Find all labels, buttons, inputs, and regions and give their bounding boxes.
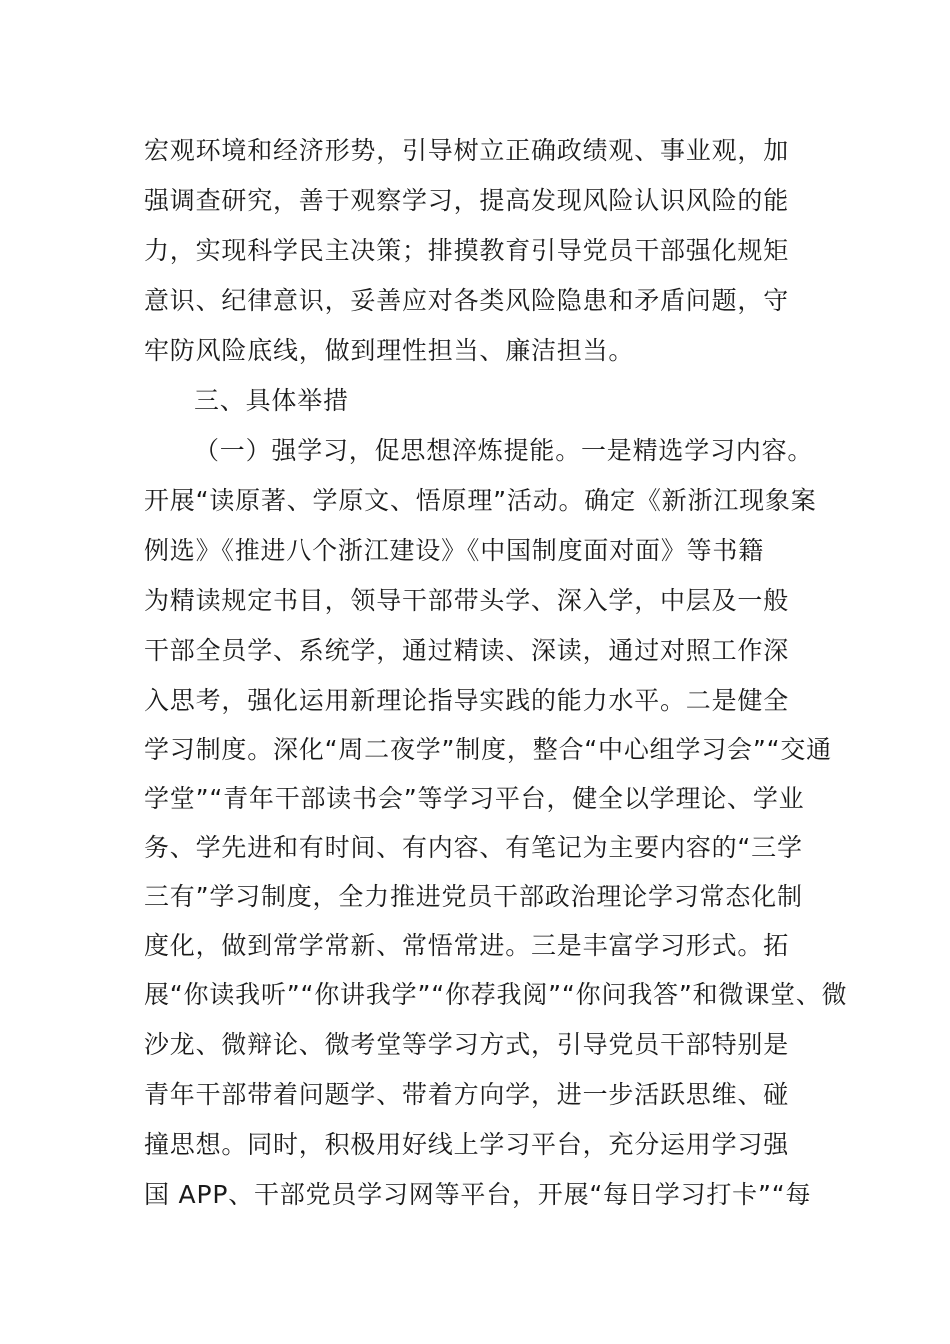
text-line: 入思考，强化运用新理论指导实践的能力水平。二是健全 — [144, 686, 790, 715]
text-line: 三有”学习制度，全力推进党员干部政治理论学习常态化制 — [144, 882, 803, 911]
subsection-heading-line: （一）强学习，促思想淬炼提能。一是精选学习内容。 — [194, 436, 814, 465]
text-line: 展“你读我听”“你讲我学”“你荐我阅”“你问我答”和微课堂、微 — [144, 980, 848, 1009]
section-heading: 三、具体举措 — [194, 386, 349, 415]
text-line: 度化，做到常学常新、常悟常进。三是丰富学习形式。拓 — [144, 931, 790, 960]
text-line: 学堂”“青年干部读书会”等学习平台，健全以学理论、学业 — [144, 784, 805, 813]
text-line: 沙龙、微辩论、微考堂等学习方式，引导党员干部特别是 — [144, 1030, 790, 1059]
text-line: 国 APP、干部党员学习网等平台，开展“每日学习打卡”“每 — [144, 1180, 812, 1209]
text-line: 青年干部带着问题学、带着方向学，进一步活跃思维、碰 — [144, 1080, 790, 1109]
text-line: 学习制度。深化“周二夜学”制度，整合“中心组学习会”“交通 — [144, 735, 832, 764]
text-line: 强调查研究，善于观察学习，提高发现风险认识风险的能 — [144, 186, 790, 215]
text-line: 例选》《推进八个浙江建设》《中国制度面对面》等书籍 — [144, 536, 765, 565]
text-line: 干部全员学、系统学，通过精读、深读，通过对照工作深 — [144, 636, 790, 665]
text-line: 牢防风险底线，做到理性担当、廉洁担当。 — [144, 336, 635, 365]
text-line: 意识、纪律意识，妥善应对各类风险隐患和矛盾问题，守 — [144, 286, 790, 315]
text-line: 撞思想。同时，积极用好线上学习平台，充分运用学习强 — [144, 1130, 790, 1159]
text-line: 务、学先进和有时间、有内容、有笔记为主要内容的“三学 — [144, 833, 803, 862]
text-line: 力，实现科学民主决策；排摸教育引导党员干部强化规矩 — [144, 236, 790, 265]
text-line: 宏观环境和经济形势，引导树立正确政绩观、事业观，加 — [144, 136, 790, 165]
text-line: 开展“读原著、学原文、悟原理”活动。确定《新浙江现象案 — [144, 486, 817, 515]
text-line: 为精读规定书目，领导干部带头学、深入学，中层及一般 — [144, 586, 790, 615]
